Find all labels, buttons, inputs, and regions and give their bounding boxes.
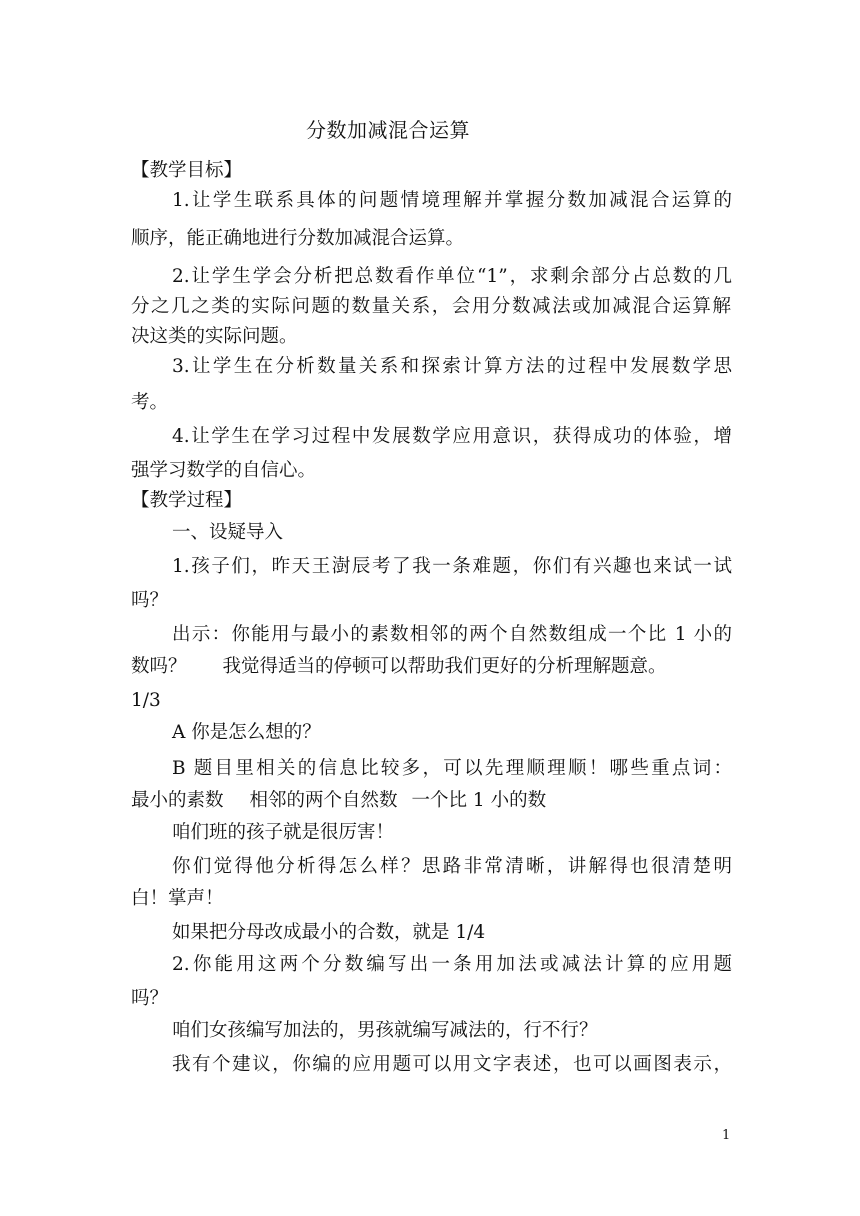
paragraph-line: 如果把分母改成最小的合数，就是 1/4: [172, 922, 486, 943]
paragraph-line: B 题目里相关的信息比较多，可以先理顺理顺！哪些重点词：: [172, 758, 732, 779]
subsection-heading: 一、设疑导入: [172, 522, 284, 543]
keyword: 一个比 1 小的数: [411, 790, 547, 811]
paragraph-line: [131, 652, 731, 682]
paragraph-line: 吗？: [131, 988, 169, 1009]
section-heading-process: 【教学过程】: [131, 490, 243, 511]
keyword-line: [131, 786, 731, 816]
paragraph-line: 2.你能用这两个分数编写出一条用加法或减法计算的应用题: [172, 954, 732, 975]
document-title: 分数加减混合运算: [306, 118, 470, 142]
paragraph-line: 决这类的实际问题。: [131, 326, 298, 347]
paragraph-line: 白！掌声！: [131, 888, 224, 909]
paragraph-line: 你们觉得他分析得怎么样？思路非常清晰，讲解得也很清楚明: [172, 856, 732, 877]
paragraph-line: 1.孩子们，昨天王澍辰考了我一条难题，你们有兴趣也来试一试: [172, 556, 732, 577]
paragraph-line: 吗？: [131, 590, 169, 611]
paragraph-line: 4.让学生在学习过程中发展数学应用意识，获得成功的体验，增: [172, 426, 732, 447]
answer-fraction: 1/3: [131, 690, 161, 711]
paragraph-line: 3.让学生在分析数量关系和探索计算方法的过程中发展数学思: [172, 356, 732, 377]
paragraph-line: 出示：你能用与最小的素数相邻的两个自然数组成一个比 1 小的: [172, 624, 732, 645]
paragraph-line: 我有个建议，你编的应用题可以用文字表述，也可以画图表示，: [172, 1054, 732, 1075]
paragraph-line: 2.让学生学会分析把总数看作单位“1”，求剩余部分占总数的几: [172, 266, 732, 287]
keyword: 相邻的两个自然数: [249, 790, 398, 811]
paragraph-line: 考。: [131, 392, 169, 413]
paragraph-line: 咱们女孩编写加法的，男孩就编写减法的，行不行？: [172, 1020, 598, 1041]
paragraph-line: 1.让学生联系具体的问题情境理解并掌握分数加减混合运算的: [172, 190, 732, 211]
paragraph-line: 强学习数学的自信心。: [131, 460, 317, 481]
paragraph-line: 咱们班的孩子就是很厉害！: [172, 822, 395, 843]
page-number: 1: [722, 1128, 731, 1143]
section-heading-objectives: 【教学目标】: [131, 160, 243, 181]
teacher-remark: 我觉得适当的停顿可以帮助我们更好的分析理解题意。: [222, 656, 667, 677]
paragraph-line: 顺序，能正确地进行分数加减混合运算。: [131, 228, 465, 249]
keyword: 最小的素数: [131, 790, 224, 811]
paragraph-line: A 你是怎么想的？: [172, 722, 321, 743]
paragraph-line: 分之几之类的实际问题的数量关系，会用分数减法或加减混合运算解: [131, 296, 731, 317]
question-end: 数吗？: [131, 656, 187, 677]
